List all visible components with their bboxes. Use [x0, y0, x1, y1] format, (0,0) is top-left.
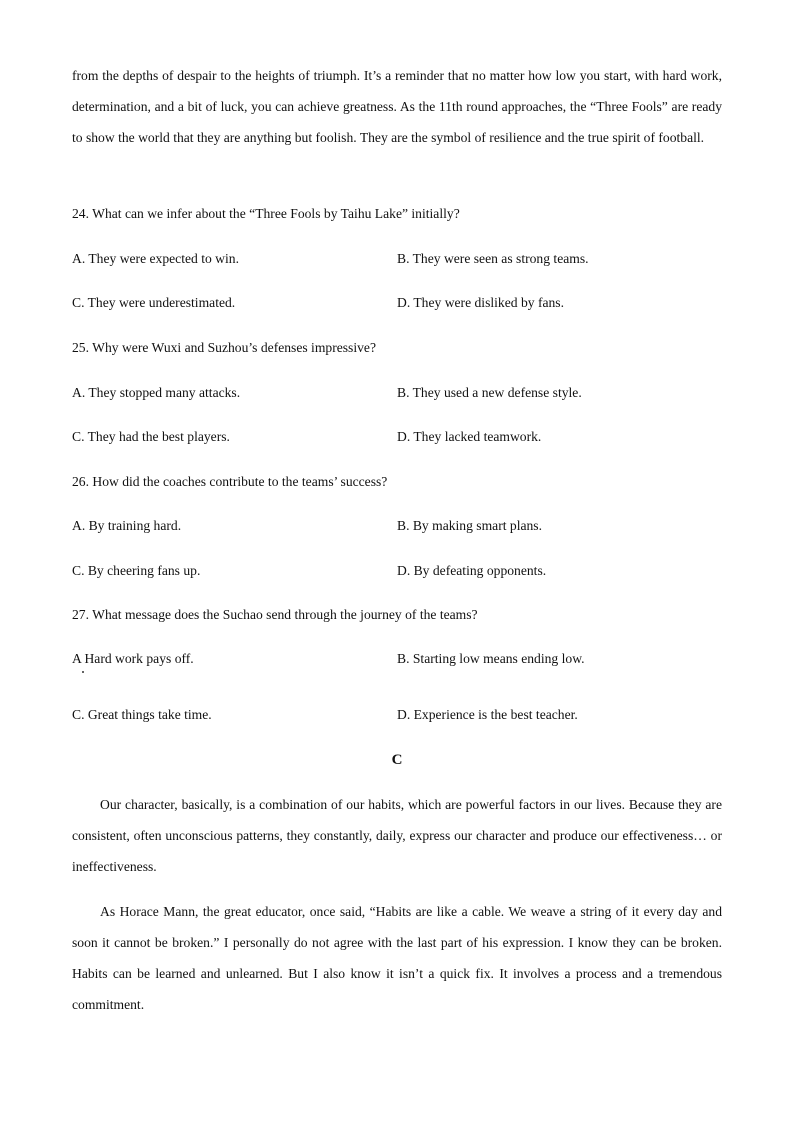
- stray-dot-mark: [82, 671, 84, 673]
- question-27-option-c: C. Great things take time.: [72, 707, 212, 722]
- question-24-stem: 24. What can we infer about the “Three Fools by Taihu Lake” initially?: [72, 206, 460, 221]
- question-25-option-b: B. They used a new defense style.: [397, 385, 582, 400]
- question-26-stem: 26. How did the coaches contribute to the teams’ success?: [72, 474, 388, 489]
- question-26-option-c: C. By cheering fans up.: [72, 563, 201, 578]
- question-27-option-b: B. Starting low means ending low.: [397, 651, 585, 666]
- question-27-option-a: A Hard work pays off.: [72, 651, 194, 666]
- section-c-heading: C: [391, 752, 403, 768]
- question-26-option-b: B. By making smart plans.: [397, 518, 542, 533]
- passage-c-paragraph-1: Our character, basically, is a combination of our habits, which are powerful factors in our lives. Because they are consistent, often unconscious patterns, they constantly, daily, express our character and produce our effectiveness… or ineffectiveness.: [72, 797, 722, 874]
- question-25-option-d: D. They lacked teamwork.: [397, 429, 542, 444]
- question-26-option-d: D. By defeating opponents.: [397, 563, 547, 578]
- question-25-option-a: A. They stopped many attacks.: [72, 385, 241, 400]
- intro-paragraph: from the depths of despair to the heights of triumph. It’s a reminder that no matter how low you start, with hard work, determination, and a bit of luck, you can achieve greatness. As the 11th round approaches, the “Three Fools” are ready to show the world that they are anything but foolish. They are the symbol of resilience and the true spirit of football.: [72, 68, 722, 145]
- question-24-option-a: A. They were expected to win.: [72, 251, 239, 266]
- question-24-option-c: C. They were underestimated.: [72, 295, 236, 310]
- question-25-option-c: C. They had the best players.: [72, 429, 230, 444]
- question-27-stem: 27. What message does the Suchao send through the journey of the teams?: [72, 607, 478, 622]
- question-26-option-a: A. By training hard.: [72, 518, 182, 533]
- question-27-option-d: D. Experience is the best teacher.: [397, 707, 578, 722]
- passage-c-paragraph-2: As Horace Mann, the great educator, once said, “Habits are like a cable. We weave a string of it every day and soon it cannot be broken.” I personally do not agree with the last part of his expression. I know they can be broken. Habits can be learned and unlearned. But I also know it isn’t a quick fix. It involves a process and a tremendous commitment.: [72, 904, 722, 1012]
- question-25-stem: 25. Why were Wuxi and Suzhou’s defenses impressive?: [72, 340, 376, 355]
- question-24-option-b: B. They were seen as strong teams.: [397, 251, 589, 266]
- question-24-option-d: D. They were disliked by fans.: [397, 295, 564, 310]
